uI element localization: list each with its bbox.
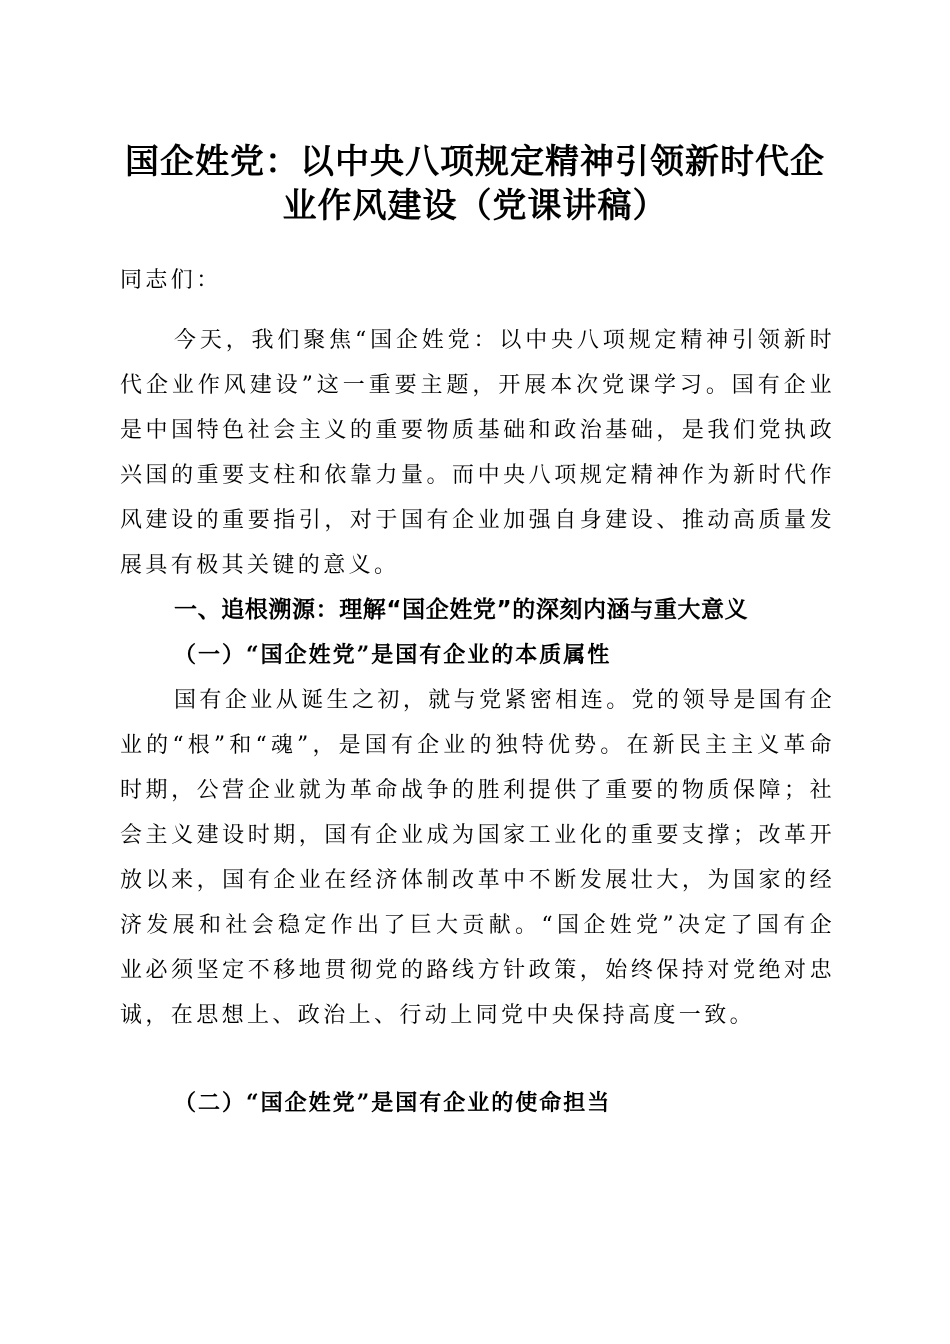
subsection-heading-1: （一）“国企姓党”是国有企业的本质属性: [174, 642, 612, 668]
section-paragraph-1: 国有企业从诞生之初，就与党紧密相连。党的领导是国有企业的“根”和“魂”，是国有企业的独特优势。在新民主主义革命时期，公营企业就为革命战争的胜利提供了重要的物质保障；社会主义建设时期，国有企业成为国家工业化的重要支撑；改革开放以来，国有企业在经济体制改革中不断发展壮大，为国家的经济发展和社会稳定作出了巨大贡献。“国企姓党”决定了国有企业必须坚定不移地贯彻党的路线方针政策，始终保持对党绝对忠诚，在思想上、政治上、行动上同党中央保持高度一致。: [120, 688, 835, 1028]
subsection-heading-2: （二）“国企姓党”是国有企业的使命担当: [174, 1090, 612, 1116]
document-title-line-1: 国企姓党：以中央八项规定精神引领新时代企: [125, 142, 825, 182]
greeting: 同志们：: [120, 268, 222, 293]
section-heading-1: 一、追根溯源：理解“国企姓党”的深刻内涵与重大意义: [174, 597, 749, 623]
intro-paragraph: 今天，我们聚焦“国企姓党：以中央八项规定精神引领新时代企业作风建设”这一重要主题，开展本次党课学习。国有企业是中国特色社会主义的重要物质基础和政治基础，是我们党执政兴国的重要支柱和依靠力量。而中央八项规定精神作为新时代作风建设的重要指引，对于国有企业加强自身建设、推动高质量发展具有极其关键的意义。: [120, 328, 835, 578]
document-title-line-2: 业作风建设（党课讲稿）: [282, 186, 668, 226]
